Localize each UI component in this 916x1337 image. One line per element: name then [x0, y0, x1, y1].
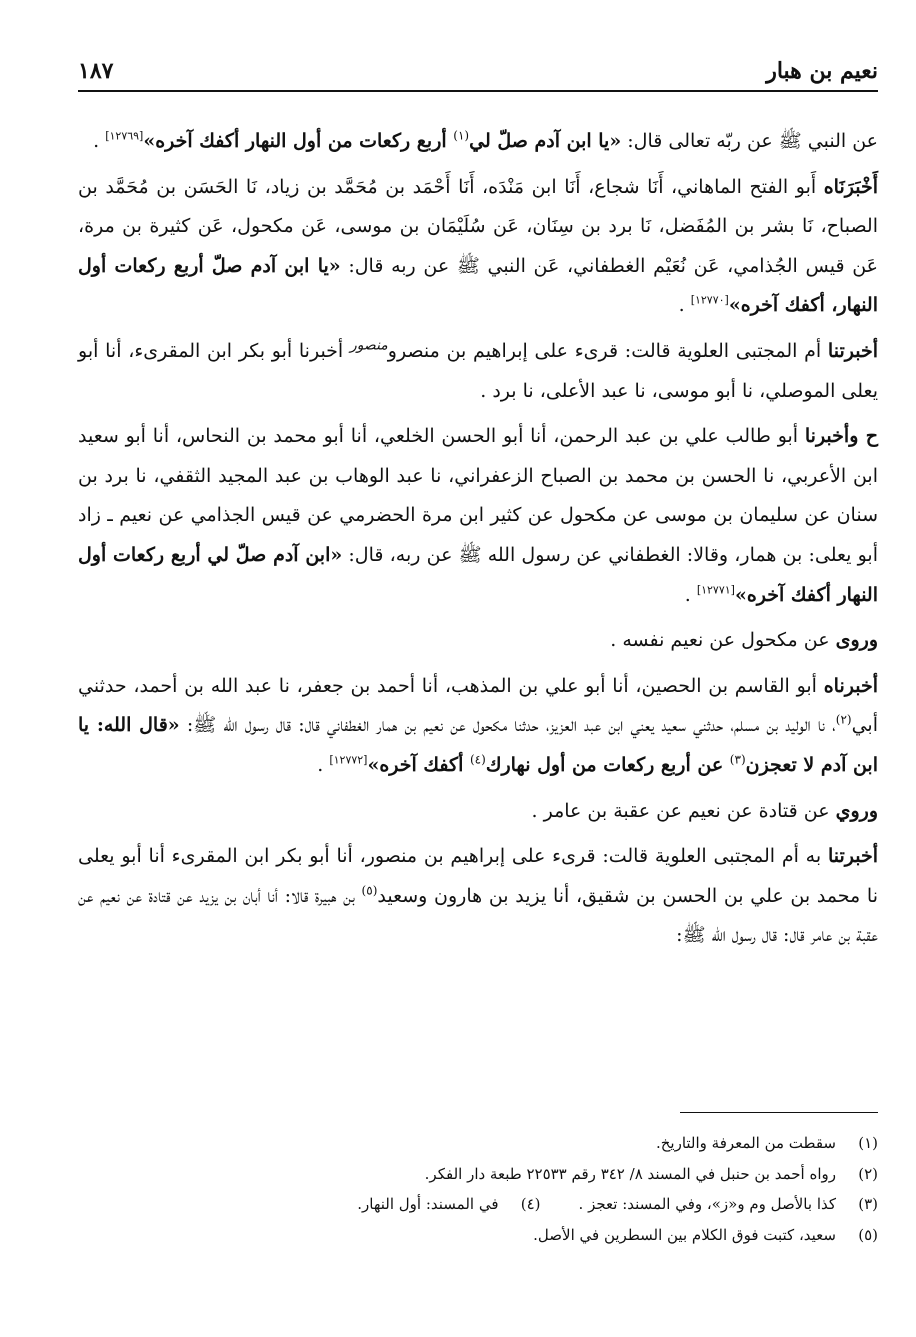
text-run: به أم المجتبى العلوية قالت: قرىء على إبراهيم بن منصور، أنا أبو بكر ابن المقرىء أنا أبو يعلى نا محمد بن علي بن الحسن بن شقيق، أنا يزيد بن هارون وسعيد — [78, 845, 878, 907]
footnote-marker: (٢) — [835, 712, 852, 727]
footnote-divider — [680, 1112, 878, 1113]
paragraph-lead: أَخْبَرَنَاه — [823, 175, 878, 198]
footnote-number: (٥) — [858, 1225, 878, 1244]
paragraph-6 — [78, 667, 878, 786]
paragraph-5 — [78, 621, 878, 661]
paragraph-2 — [78, 168, 878, 326]
paragraph-1 — [78, 122, 878, 162]
paragraph-7 — [78, 792, 878, 832]
text-run: أبو القاسم بن الحصين، أنا أبو علي بن المذهب، أنا أحمد بن جعفر، نا عبد الله بن أحمد، حدثني أبي — [78, 674, 878, 737]
text-run: . — [93, 130, 106, 152]
text-run: أَبو الفتح الماهاني، أَنَا شجاع، أَنَا ابن مَنْدَه، أَنَا أَحْمَد بن مُحَمَّد بن زياد، نَا الحَسَن بن مُحَمَّد بن الصباح، نَا بشر بن المُفَضل، نَا برد بن سِنَان، عَن سُلَيْمَان بن موسى، عَن مكحول، عَن كثيرة بن مرة، عَن قيس الجُذامي، عَن نُعَيْم الغطفاني، عَن النبي ﷺ عن ربه قال: — [78, 175, 879, 277]
hadith-number: [١٢٧٧٢] — [329, 753, 368, 767]
footnote-text: سعيد، كتبت فوق الكلام بين السطرين في الأصل. — [533, 1225, 836, 1244]
text-run: عن مكحول عن نعيم نفسه . — [610, 629, 836, 652]
hadith-quote: «ابن آدم صلّ لي أربع ركعات أول النهار أكفك آخره» — [78, 543, 878, 606]
main-text — [78, 122, 878, 962]
text-run: أم المجتبى العلوية قالت: قرىء على إبراهيم بن منصرو — [387, 339, 828, 362]
hadith-quote: أكفك آخره» — [367, 753, 470, 776]
paragraph-lead: أخبرتنا — [827, 339, 878, 362]
hadith-number: [١٢٧٧٠] — [690, 294, 729, 308]
text-run: بن هبيرة قالا: أنا أبان بن يزيد عن قتادة عن نعيم عن عقبة بن عامر قال: قال رسول الله ﷺ: — [78, 884, 878, 947]
footnote-number: (٣) — [858, 1195, 878, 1213]
footnote-marker: (٤) — [469, 752, 486, 767]
text-run: . — [317, 753, 330, 776]
footnote-number: (١) — [858, 1134, 878, 1152]
footnote-2 — [78, 1159, 878, 1190]
hadith-number: [١٢٧٦٩] — [105, 129, 144, 143]
handwritten-correction: منصور — [349, 337, 388, 354]
hadith-quote: أربع ركعات من أول النهار أكفك آخره» — [143, 130, 454, 152]
paragraph-lead: أخبرتنا — [827, 845, 878, 868]
text-run: عن قتادة عن نعيم عن عقبة بن عامر . — [531, 799, 836, 822]
paragraph-8 — [78, 837, 878, 956]
footnote-5 — [78, 1220, 878, 1251]
hadith-number: [١٢٧٧١] — [696, 583, 735, 597]
footnote-number: (٤) — [520, 1195, 541, 1213]
text-run: ، نا الوليد بن مسلم، حدثني سعيد يعني ابن عبد العزيز، حدثنا مكحول عن نعيم بن همار الغطفاني قال: قال رسول الله ﷺ: — [179, 714, 836, 737]
footnote-1 — [78, 1128, 878, 1159]
hadith-quote: «قال الله: يا ابن آدم لا تعجزن — [78, 714, 878, 776]
footnotes — [78, 1128, 878, 1250]
paragraph-4 — [78, 417, 878, 615]
page-number: ١٨٧ — [78, 58, 114, 84]
footnote-marker: (٣) — [729, 752, 746, 767]
paragraph-lead: ح وأخبرنا — [804, 425, 878, 448]
text-run: أبو طالب علي بن عبد الرحمن، أنا أبو الحسن الخلعي، أنا أبو محمد بن النحاس، أنا أبو سعيد ابن الأعربي، نا الحسن بن محمد بن الصباح الزعفراني، نا عبد الوهاب بن عبد المجيد الثقفي، نا برد بن سنان عن سليمان بن موسى عن مكحول عن كثير ابن مرة الحضرمي عن قيس الجذامي عن نعيم ـ زاد أبو يعلى: بن همار، وقالا: الغطفاني عن رسول الله ﷺ عن ربه، قال: — [78, 425, 878, 566]
text-run: . — [684, 583, 697, 606]
page-header — [78, 58, 878, 92]
paragraph-lead: أخبرناه — [823, 674, 878, 697]
paragraph-lead: وروي — [835, 799, 878, 822]
footnote-number: (٢) — [858, 1164, 878, 1183]
footnote-text: كذا بالأصل وم و«ز»، وفي المسند: تعجز . — [578, 1195, 836, 1213]
text-run: . — [678, 294, 691, 317]
text-run: أخبرنا أبو بكر ابن المقرىء، أنا أبو يعلى الموصلي، نا أبو موسى، نا عبد الأعلى، نا برد . — [78, 339, 878, 402]
paragraph-3 — [78, 332, 878, 411]
running-title: نعيم بن هبار — [766, 58, 878, 84]
hadith-quote: عن أربع ركعات من أول نهارك — [485, 753, 730, 776]
text-run: عن النبي ﷺ عن ربّه تعالى قال: — [621, 130, 878, 152]
footnote-text: في المسند: أول النهار. — [357, 1195, 499, 1213]
footnote-text: رواه أحمد بن حنبل في المسند ٨/ ٣٤٢ رقم ٢٢٥٣٣ طبعة دار الفكر. — [424, 1164, 836, 1183]
footnote-3-4 — [78, 1189, 878, 1220]
hadith-quote: «يا ابن آدم صلّ أربع ركعات أول النهار، أكفك آخره» — [78, 254, 878, 317]
hadith-quote: «يا ابن آدم صلّ لي — [469, 130, 622, 152]
footnote-text: سقطت من المعرفة والتاريخ. — [655, 1134, 836, 1152]
footnote-marker: (٥) — [361, 883, 378, 898]
footnote-marker: (١) — [453, 128, 470, 143]
paragraph-lead: وروى — [835, 629, 878, 652]
